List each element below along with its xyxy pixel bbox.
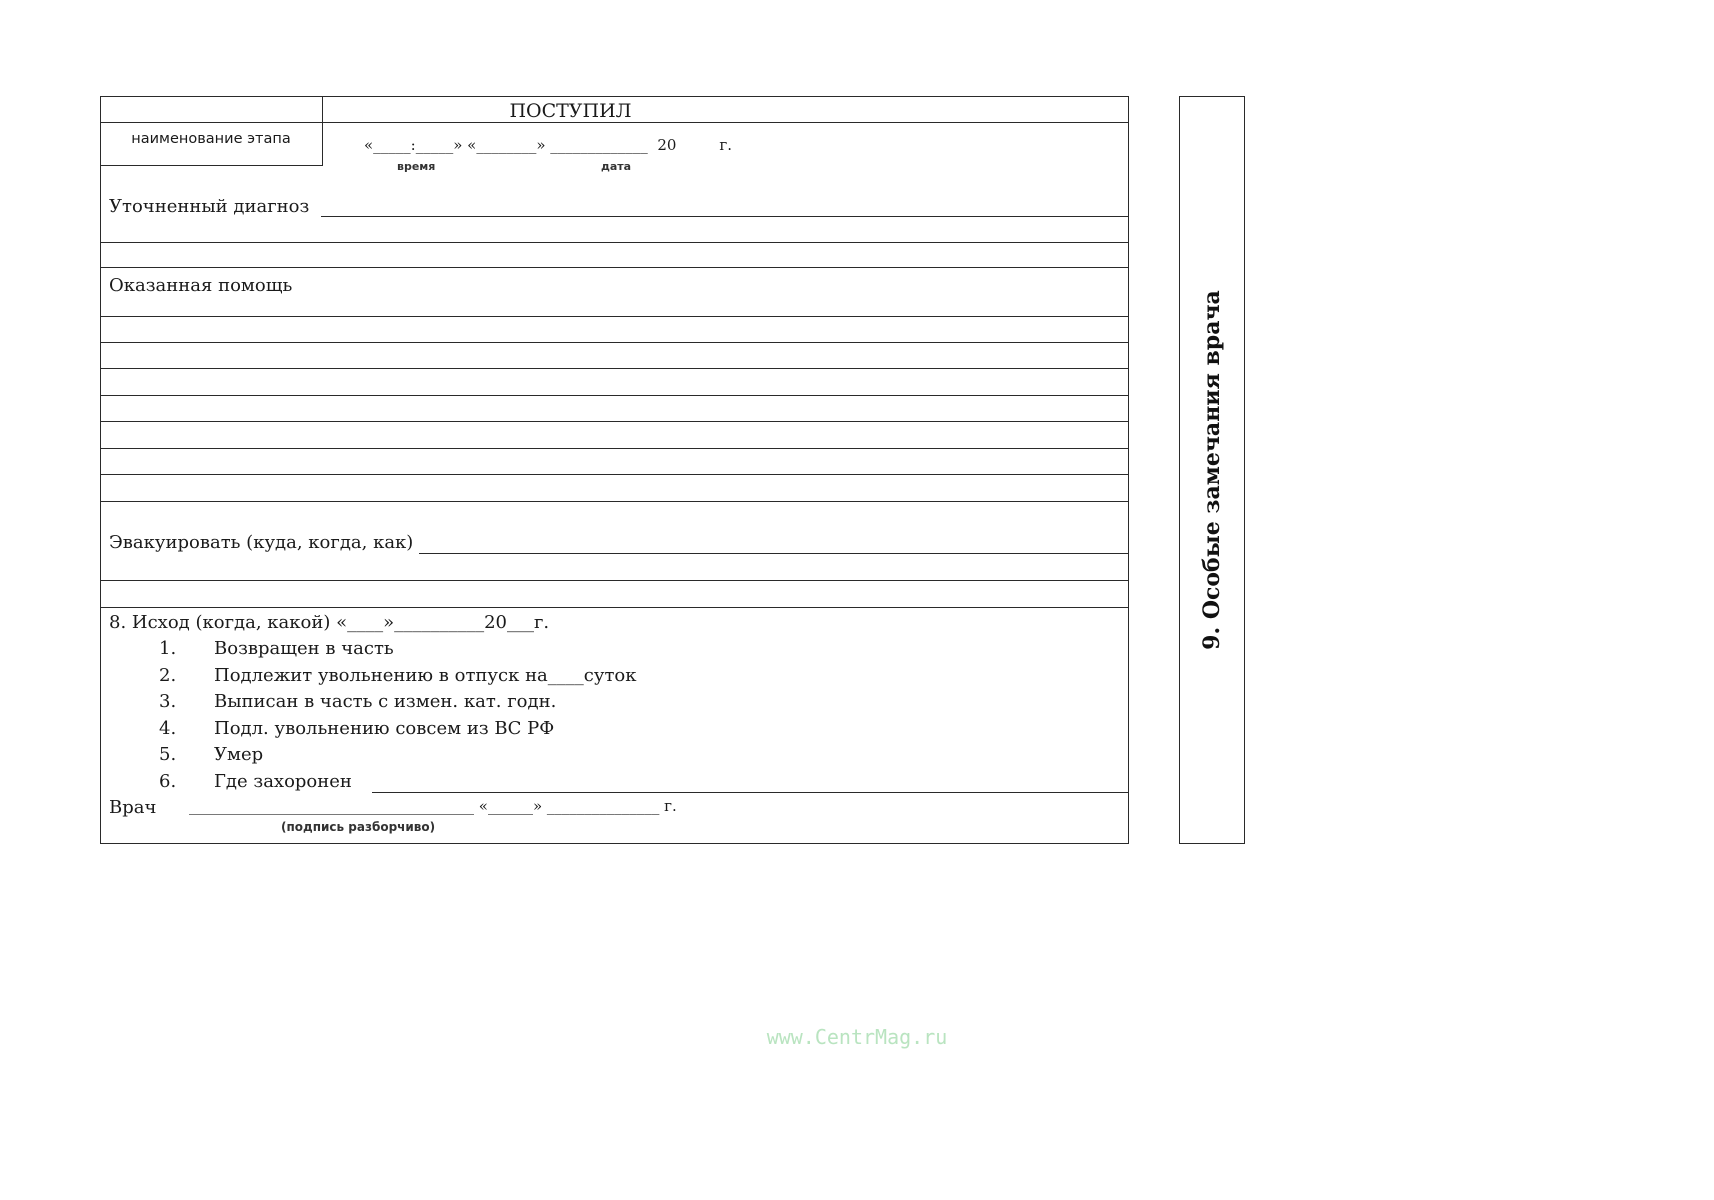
diagnosis-label: Уточненный диагноз xyxy=(109,196,310,217)
outcome-text: Возвращен в часть xyxy=(214,638,394,659)
evacuate-line[interactable] xyxy=(419,553,1128,554)
row-line xyxy=(100,501,1128,502)
diagnosis-line[interactable] xyxy=(321,216,1128,217)
outcome-number: 2. xyxy=(159,665,177,686)
row-line xyxy=(100,368,1128,369)
time-caption: время xyxy=(397,160,436,173)
row-line xyxy=(100,242,1128,243)
doctor-notes-panel xyxy=(1179,96,1245,844)
form-header-title: ПОСТУПИЛ xyxy=(509,100,632,122)
doctor-signature-field[interactable]: ______________________________________ «______» _______________ г. xyxy=(189,797,677,815)
burial-place-line[interactable] xyxy=(372,792,1128,793)
outcome-text: Умер xyxy=(214,744,264,765)
outcome-number: 5. xyxy=(159,744,177,765)
row-line xyxy=(100,448,1128,449)
outcome-text: Где захоронен xyxy=(214,771,352,792)
date-caption: дата xyxy=(601,160,632,173)
outcome-text: Подлежит увольнению в отпуск на____суток xyxy=(214,665,637,686)
form-bottom-border xyxy=(100,843,1129,844)
row-line xyxy=(100,267,1128,268)
form-right-border xyxy=(1128,96,1129,844)
row-line xyxy=(100,474,1128,475)
row-line xyxy=(100,342,1128,343)
stage-cell-bottom xyxy=(100,165,322,166)
header-row-line xyxy=(100,122,1128,123)
row-line xyxy=(100,580,1128,581)
outcome-label: 8. Исход (когда, какой) «____»__________20___г. xyxy=(109,612,550,633)
outcome-number: 3. xyxy=(159,691,177,712)
doctor-notes-title: 9. Особые замечания врача xyxy=(1199,290,1225,650)
outcome-number: 6. xyxy=(159,771,177,792)
evacuate-label: Эвакуировать (куда, когда, как) xyxy=(109,532,414,553)
help-label: Оказанная помощь xyxy=(109,275,293,296)
doctor-label: Врач xyxy=(109,797,157,818)
form-left-border xyxy=(100,96,101,844)
row-line xyxy=(100,316,1128,317)
outcome-text: Подл. увольнению совсем из ВС РФ xyxy=(214,718,555,739)
form-top-border xyxy=(100,96,1128,97)
outcome-number: 1. xyxy=(159,638,177,659)
row-line xyxy=(100,421,1128,422)
outcome-text: Выписан в часть с измен. кат. годн. xyxy=(214,691,557,712)
stage-name-label: наименование этапа xyxy=(131,131,291,147)
outcome-number: 4. xyxy=(159,718,177,739)
row-line xyxy=(100,607,1128,608)
row-line xyxy=(100,395,1128,396)
signature-caption: (подпись разборчиво) xyxy=(281,820,436,834)
watermark: www.CentrMag.ru xyxy=(766,1025,948,1049)
time-date-field[interactable]: «_____:_____» «________» _____________ 20 г. xyxy=(364,136,732,154)
